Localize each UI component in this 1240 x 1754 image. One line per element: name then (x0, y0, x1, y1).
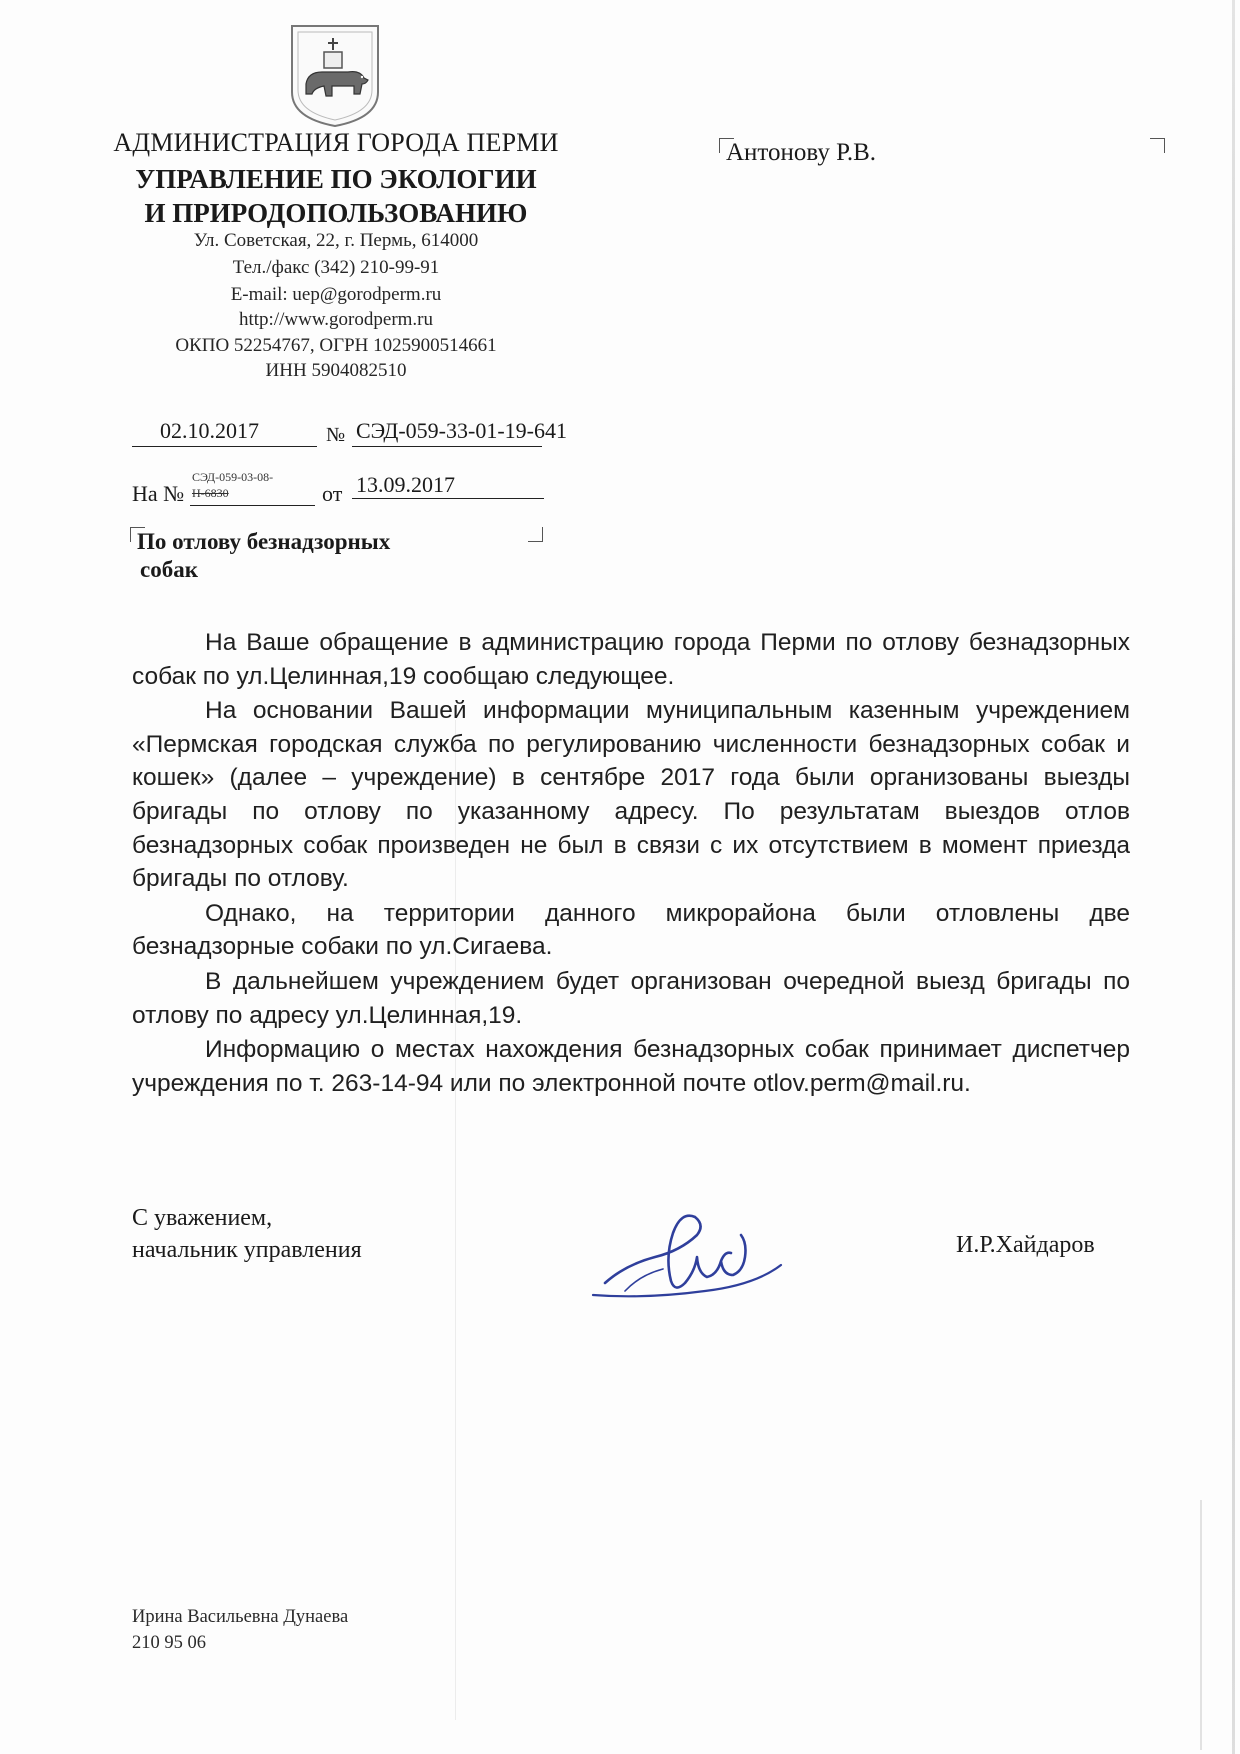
reply-from-label: от (322, 481, 343, 506)
signer-position: начальник управления (132, 1237, 362, 1263)
reply-date: 13.09.2017 (356, 472, 455, 497)
letter-body (132, 626, 1130, 1100)
date-underline (132, 446, 317, 447)
administration-name: АДМИНИСТРАЦИЯ ГОРОДА ПЕРМИ (113, 128, 559, 157)
reply-number-line2: Н-6830 (192, 486, 229, 500)
body-paragraph-5: Информацию о местах нахождения безнадзорных собак принимает диспетчер учреждения по т. 263-14-94 или по электронной почте otlov.perm@mail.ru. (132, 1036, 1130, 1097)
website-line: http://www.gorodperm.ru (238, 309, 434, 330)
handwritten-signature (585, 1195, 795, 1310)
executor-block (132, 1604, 348, 1656)
reply-number-label: На № (132, 481, 185, 506)
outgoing-date: 02.10.2017 (160, 418, 259, 443)
address-line: Ул. Советская, 22, г. Пермь, 614000 (193, 230, 479, 251)
signer-name: И.Р.Хайдаров (956, 1232, 1095, 1258)
email-line: E-mail: uep@gorodperm.ru (230, 284, 442, 305)
corner-mark-right (1150, 138, 1165, 153)
inn-line: ИНН 5904082510 (265, 360, 407, 381)
reply-number-underline (190, 505, 315, 506)
closing-regards: С уважением, (132, 1205, 273, 1231)
subject-line1: По отлову безнадзорных (137, 529, 391, 554)
outgoing-number: СЭД-059-33-01-19-641 (356, 418, 567, 443)
recipient-name: Антонову Р.В. (726, 139, 877, 166)
department-name-line1: УПРАВЛЕНИЕ ПО ЭКОЛОГИИ (135, 164, 537, 194)
department-name (86, 162, 586, 230)
closing-block (132, 1202, 362, 1266)
coat-of-arms-icon (288, 22, 382, 128)
number-underline (352, 446, 542, 447)
body-paragraph-1: На Ваше обращение в администрацию города Перми по отлову безнадзорных собак по ул.Целинная,19 сообщаю следующее. (132, 629, 1130, 690)
executor-phone: 210 95 06 (132, 1633, 206, 1653)
department-name-line2: И ПРИРОДОПОЛЬЗОВАНИЮ (144, 198, 528, 228)
phone-line: Тел./факс (342) 210-99-91 (232, 257, 440, 278)
executor-name: Ирина Васильевна Дунаева (132, 1607, 349, 1627)
number-sign: № (326, 424, 346, 446)
reply-date-underline (352, 498, 544, 499)
scan-artifact (1200, 1500, 1202, 1750)
codes-line: ОКПО 52254767, ОГРН 1025900514661 (175, 335, 497, 356)
body-paragraph-3: Однако, на территории данного микрорайона были отловлены две безнадзорные собаки по ул.Сигаева. (132, 899, 1130, 961)
scan-edge-artifact (1232, 0, 1235, 1754)
reply-number-line1: СЭД-059-03-08- (192, 470, 274, 484)
body-paragraph-4: В дальнейшем учреждением будет организован очередной выезд бригады по отлову по адресу ул.Целинная,19. (132, 967, 1130, 1029)
subject-line2: собак (140, 557, 198, 582)
subject-heading (137, 528, 537, 584)
body-paragraph-2: На основании Вашей информации муниципальным казенным учреждением «Пермская городская служба по регулированию численности безнадзорных собак и кошек» (далее – учреждение) в сентябре 2017 года были организованы выезды бригады по отлову по указанному адресу. По результатам выездов отлов безнадзорных собак произведен не был в связи с их отсутствием в момент приезда бригады по отлову. (132, 697, 1130, 893)
